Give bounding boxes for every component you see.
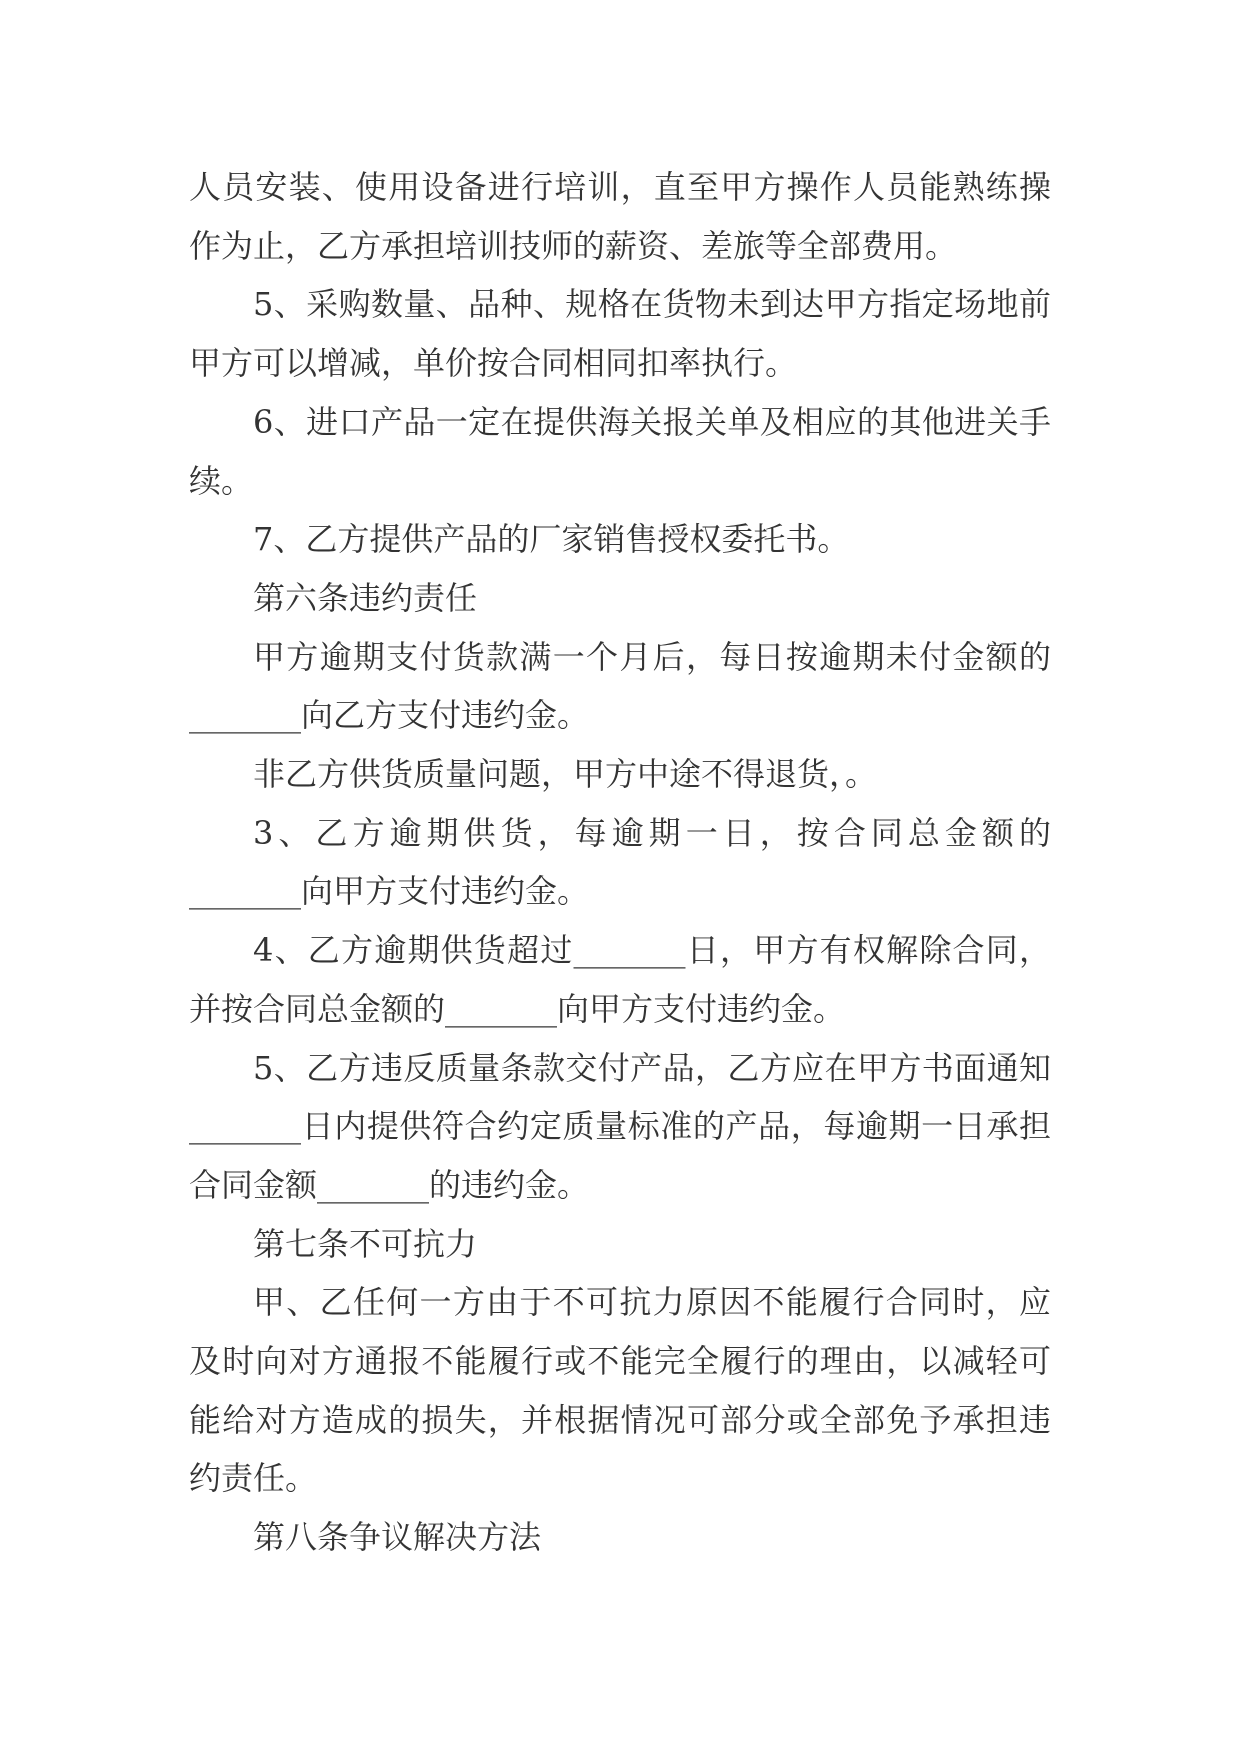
section-heading-article-6: 第六条违约责任 bbox=[253, 578, 478, 617]
section-heading-article-8: 第八条争议解决方法 bbox=[253, 1518, 542, 1557]
paragraph-clause-5-quantity: 5、采购数量、品种、规格在货物未到达甲方指定场地前甲方可以增减，单价按合同相同扣率执行。 bbox=[189, 285, 1051, 383]
paragraph-clause-7-authorization: 7、乙方提供产品的厂家销售授权委托书。 bbox=[253, 520, 850, 559]
document-body bbox=[189, 158, 1051, 1567]
paragraph-late-payment: 甲方逾期支付货款满一个月后，每日按逾期未付金额的_______向乙方支付违约金。 bbox=[189, 637, 1051, 735]
paragraph-clause-3-late-delivery: 3、乙方逾期供货，每逾期一日，按合同总金额的_______向甲方支付违约金。 bbox=[189, 813, 1051, 911]
paragraph-force-majeure: 甲、乙任何一方由于不可抗力原因不能履行合同时，应及时向对方通报不能履行或不能完全履行的理由，以减轻可能给对方造成的损失，并根据情况可部分或全部免予承担违约责任。 bbox=[189, 1283, 1051, 1498]
paragraph-training-costs: 人员安装、使用设备进行培训，直至甲方操作人员能熟练操作为止，乙方承担培训技师的薪资、差旅等全部费用。 bbox=[189, 168, 1051, 265]
paragraph-clause-6-import: 6、进口产品一定在提供海关报关单及相应的其他进关手续。 bbox=[189, 402, 1051, 500]
section-heading-article-7: 第七条不可抗力 bbox=[253, 1224, 478, 1263]
paragraph-clause-4-termination: 4、乙方逾期供货超过_______日，甲方有权解除合同，并按合同总金额的_______向甲方支付违约金。 bbox=[189, 931, 1051, 1028]
paragraph-no-return: 非乙方供货质量问题，甲方中途不得退货，。 bbox=[253, 755, 878, 794]
paragraph-clause-5-quality: 5、乙方违反质量条款交付产品，乙方应在甲方书面通知_______日内提供符合约定质量标准的产品，每逾期一日承担合同金额_______的违约金。 bbox=[189, 1048, 1051, 1204]
